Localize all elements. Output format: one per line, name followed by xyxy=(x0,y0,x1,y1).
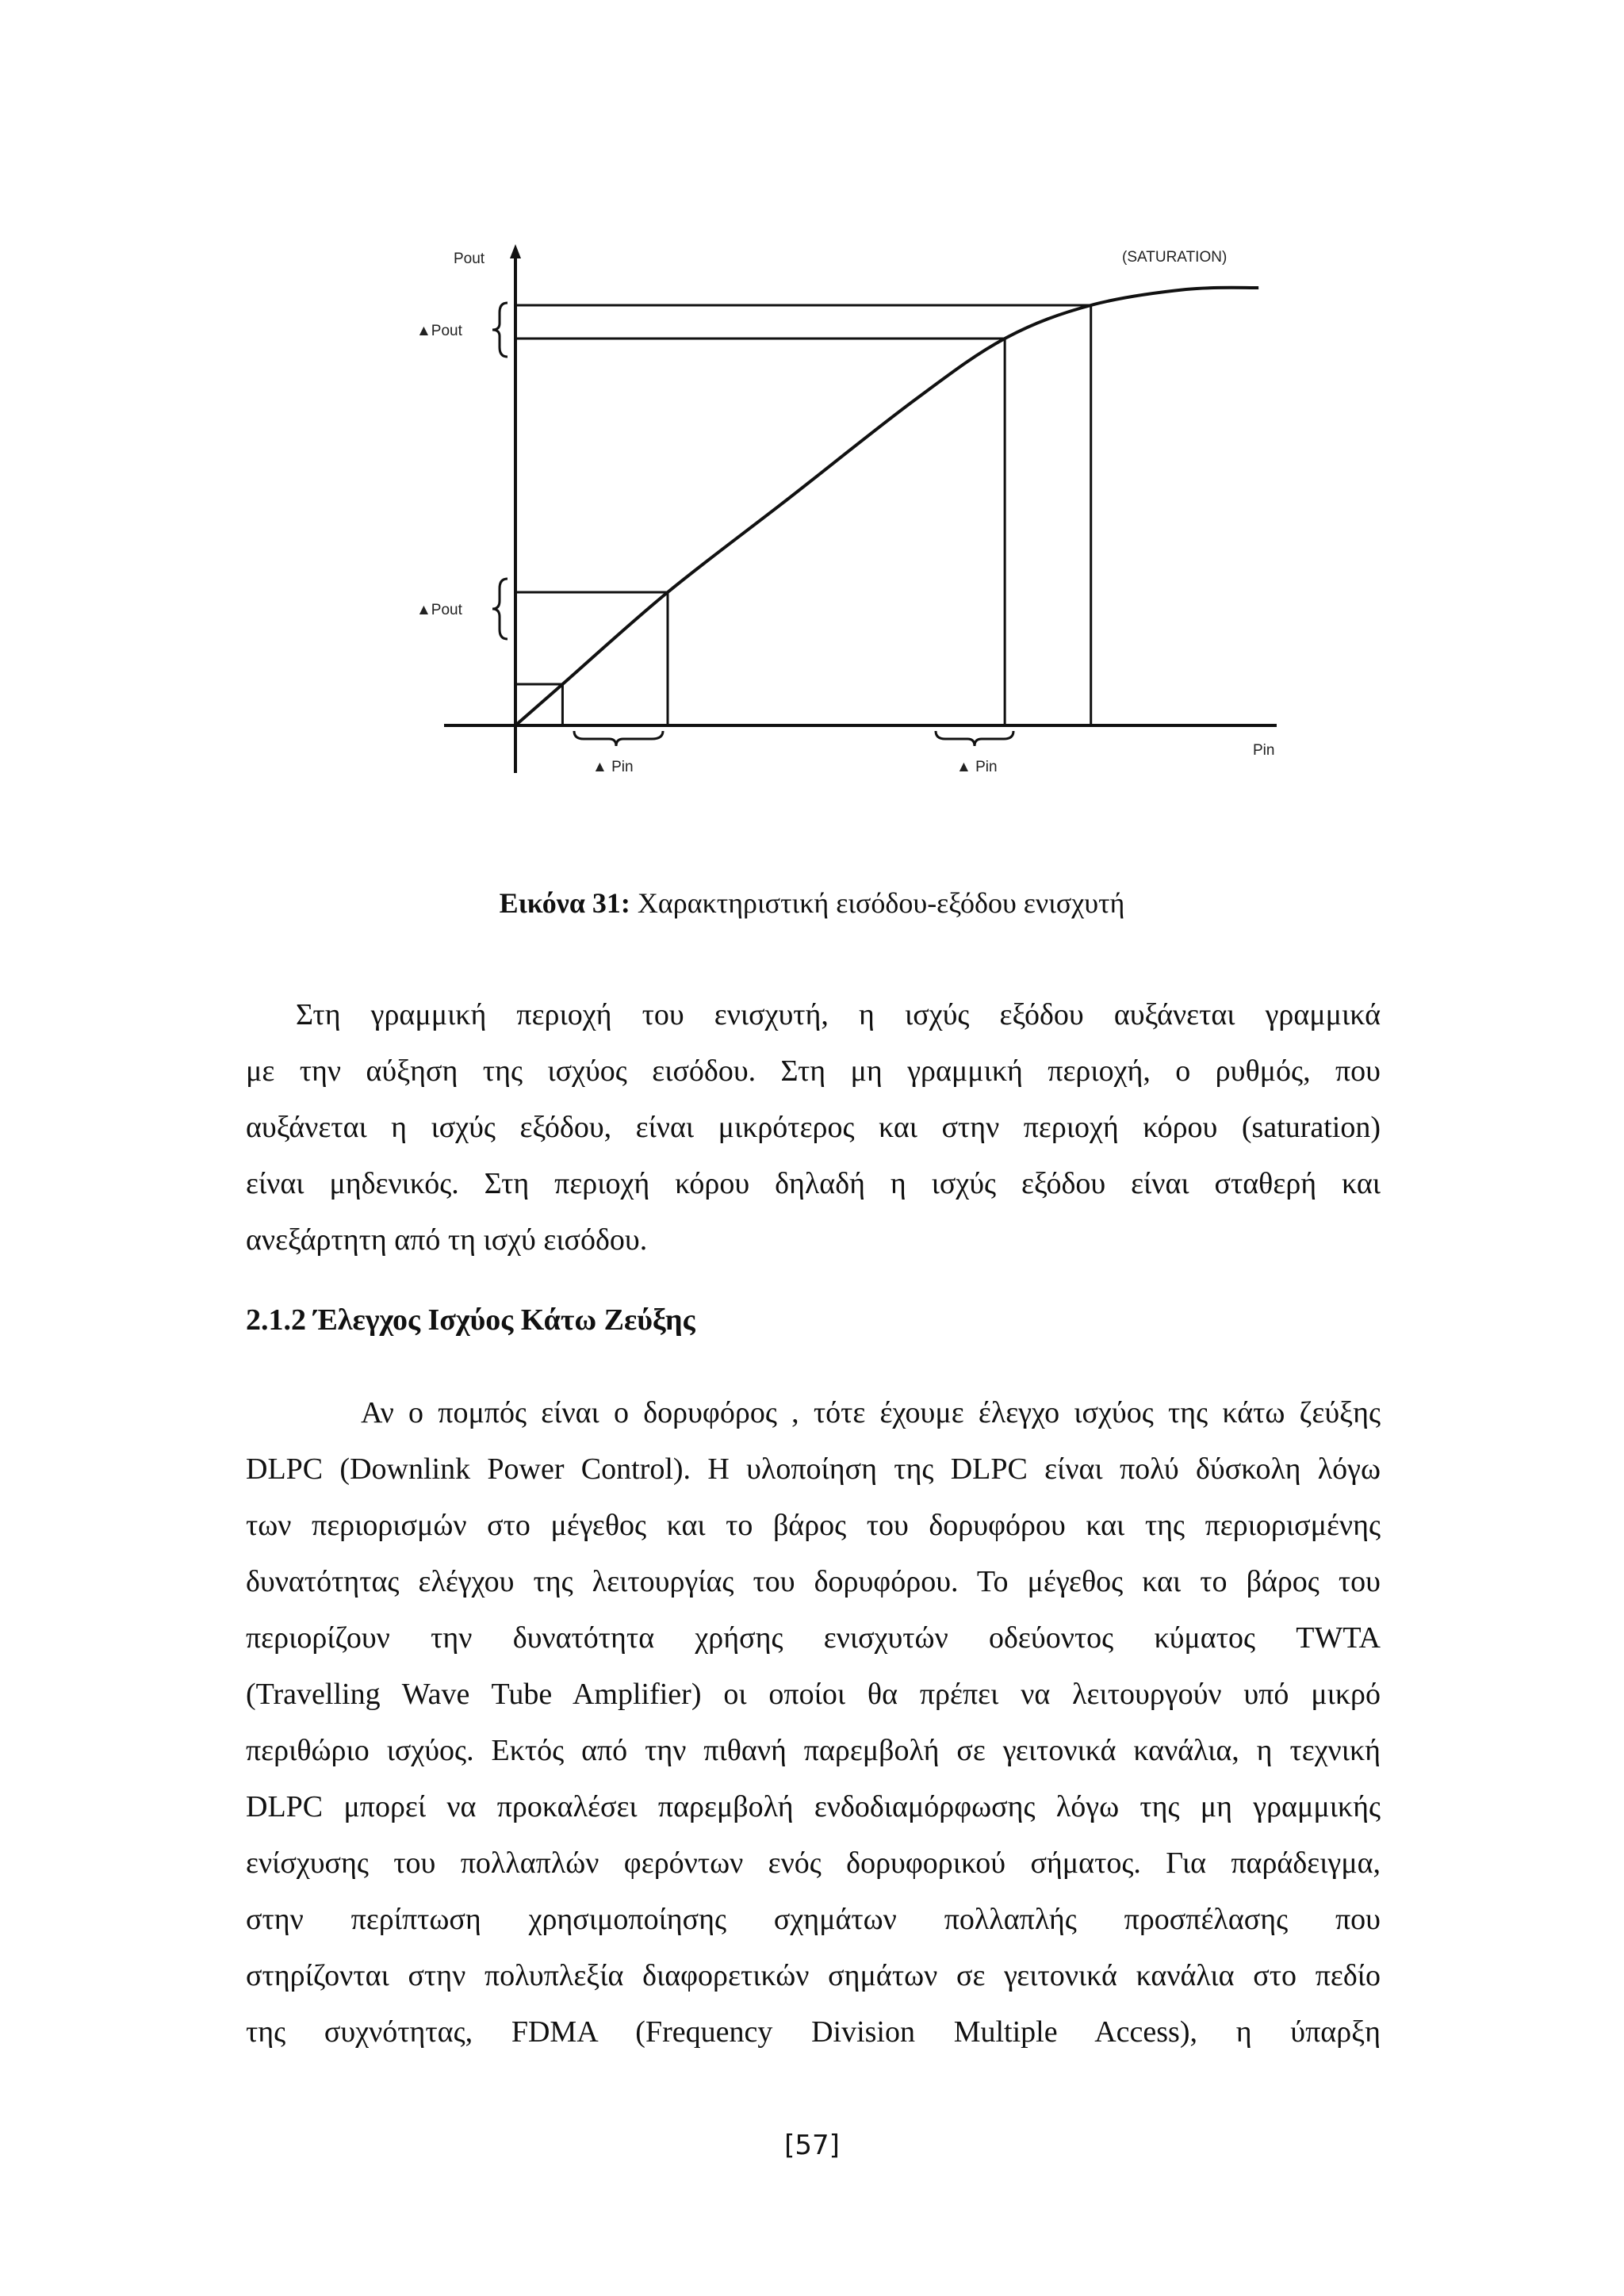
paragraph-line: στην περίπτωση χρησιμοποίησης σχημάτων πολλαπλής προσπέλασης που xyxy=(246,1903,1381,1936)
paragraph-line: Αν ο πομπός είναι ο δορυφόρος , τότε έχουμε έλεγχο ισχύος της κάτω ζεύξης xyxy=(361,1396,1381,1429)
page-number: [57] xyxy=(784,2130,840,2161)
paragraph-line: αυξάνεται η ισχύς εξόδου, είναι μικρότερος και στην περιοχή κόρου (saturation) xyxy=(246,1111,1381,1144)
amplifier-characteristic-figure xyxy=(381,222,1293,809)
y-axis-arrow xyxy=(510,244,521,258)
section-heading: 2.1.2 Έλεγχος Ισχύος Κάτω Ζεύξης xyxy=(246,1303,695,1337)
paragraph-line: περιορίζουν την δυνατότητα χρήσης ενισχυτών οδεύοντος κύματος TWTA xyxy=(246,1621,1381,1655)
saturation-label: (SATURATION) xyxy=(1122,249,1228,266)
paragraph-line: είναι μηδενικός. Στη περιοχή κόρου δηλαδή η ισχύς εξόδου είναι σταθερή και xyxy=(246,1167,1381,1200)
y-axis-label: Pout xyxy=(454,251,485,267)
pout-brace-upper xyxy=(492,303,508,357)
paragraph-line: ανεξάρτητη από τη ισχύ εισόδου. xyxy=(246,1223,648,1257)
pout-brace-lower xyxy=(492,579,508,639)
paragraph-line: της συχνότητας, FDMA (Frequency Division Multiple Access), η ύπαρξη xyxy=(246,2015,1381,2049)
paragraph-dlpc xyxy=(246,1385,1381,2061)
caption-text: Χαρακτηριστική εισόδου-εξόδου ενισχυτή xyxy=(630,887,1125,919)
paragraph-line: Στη γραμμική περιοχή του ενισχυτή, η ισχύς εξόδου αυξάνεται γραμμικά xyxy=(296,998,1381,1031)
paragraph-line: DLPC μπορεί να προκαλέσει παρεμβολή ενδοδιαμόρφωσης λόγω της μη γραμμικής xyxy=(246,1790,1381,1823)
delta-pin-right-label: ▲ Pin xyxy=(956,759,998,775)
paragraph-line: (Travelling Wave Tube Amplifier) οι οποίοι θα πρέπει να λειτουργούν υπό μικρό xyxy=(246,1678,1381,1711)
figure-caption xyxy=(0,886,1624,920)
caption-label: Εικόνα 31: xyxy=(499,887,630,919)
delta-pout-lower-label: ▲Pout xyxy=(416,602,462,618)
operating-point-guide xyxy=(515,339,1005,725)
transfer-curve xyxy=(515,288,1258,725)
delta-pout-upper-label: ▲Pout xyxy=(416,323,462,339)
pin-brace-left xyxy=(574,731,663,746)
paragraph-amplifier-regions xyxy=(246,987,1381,1269)
operating-point-guides xyxy=(515,305,1091,725)
chart-svg xyxy=(381,222,1293,809)
paragraph-line: με την αύξηση της ισχύος εισόδου. Στη μη γραμμική περιοχή, ο ρυθμός, που xyxy=(246,1054,1381,1088)
paragraph-line: δυνατότητας ελέγχου της λειτουργίας του δορυφόρου. Το μέγεθος και το βάρος του xyxy=(246,1565,1381,1598)
paragraph-line: ενίσχυσης του πολλαπλών φερόντων ενός δορυφορικού σήματος. Για παράδειγμα, xyxy=(246,1846,1381,1880)
x-axis-label: Pin xyxy=(1253,742,1275,759)
pin-brace-right xyxy=(936,731,1013,746)
paragraph-line: στηρίζονται στην πολυπλεξία διαφορετικών σημάτων σε γειτονικά κανάλια στο πεδίο xyxy=(246,1959,1381,1992)
paragraph-line: περιθώριο ισχύος. Εκτός από την πιθανή παρεμβολή σε γειτονικά κανάλια, η τεχνική xyxy=(246,1734,1381,1767)
paragraph-line: DLPC (Downlink Power Control). Η υλοποίηση της DLPC είναι πολύ δύσκολη λόγω xyxy=(246,1452,1381,1486)
delta-pin-left-label: ▲ Pin xyxy=(592,759,634,775)
paragraph-line: των περιορισμών στο μέγεθος και το βάρος του δορυφόρου και της περιορισμένης xyxy=(246,1509,1381,1542)
